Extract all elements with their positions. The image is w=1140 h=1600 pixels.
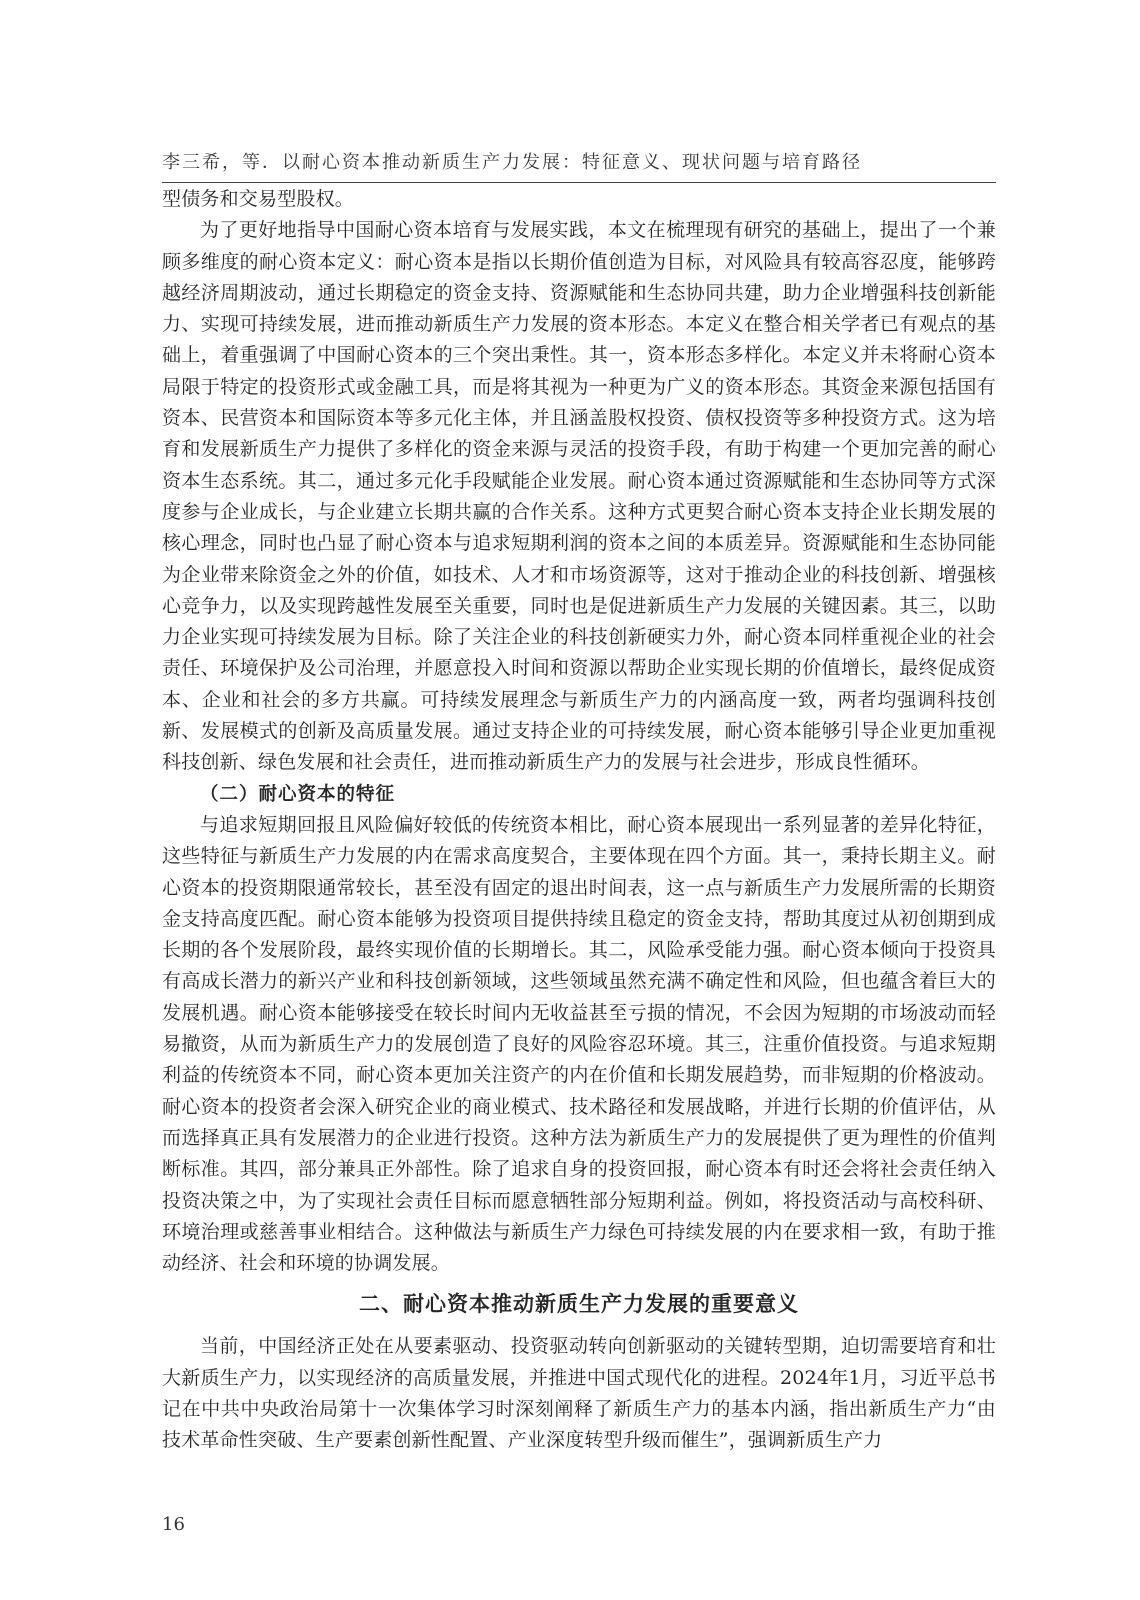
paragraph-section2: 当前，中国经济正处在从要素驱动、投资驱动转向创新驱动的关键转型期，迫切需要培育和壮大新质生产力，以实现经济的高质量发展，并推进中国式现代化的进程。2024年1月，习近平总书记在中共中央政治局第十一次集体学习时深刻阐释了新质生产力的基本内涵，指出新质生产力“由技术革命性突破、生产要素创新性配置、产业深度转型升级而催生”，强调新质生产力 (162, 1335, 996, 1452)
subheading: （二）耐心资本的特征 (200, 783, 396, 805)
paragraph-continued: 型债务和交易型股权。 (162, 188, 355, 210)
paragraph-definition: 为了更好地指导中国耐心资本培育与发展实践，本文在梳理现有研究的基础上，提出了一个兼顾多维度的耐心资本定义：耐心资本是指以长期价值创造为目标，对风险具有较高容忍度，能够跨越经济周期波动，通过长期稳定的资金支持、资源赋能和生态协同共建，助力企业增强科技创新能力、实现可持续发展，进而推动新质生产力发展的资本形态。本定义在整合相关学者已有观点的基础上，着重强调了中国耐心资本的三个突出秉性。其一，资本形态多样化。本定义并未将耐心资本局限于特定的投资形式或金融工具，而是将其视为一种更为广义的资本形态。其资金来源包括国有资本、民营资本和国际资本等多元化主体，并且涵盖股权投资、债权投资等多种投资方式。这为培育和发展新质生产力提供了多样化的资金来源与灵活的投资手段，有助于构建一个更加完善的耐心资本生态系统。其二，通过多元化手段赋能企业发展。耐心资本通过资源赋能和生态协同等方式深度参与企业成长，与企业建立长期共赢的合作关系。这种方式更契合耐心资本支持企业长期发展的核心理念，同时也凸显了耐心资本与追求短期利润的资本之间的本质差异。资源赋能和生态协同能为企业带来除资金之外的价值，如技术、人才和市场资源等，这对于推动企业的科技创新、增强核心竞争力，以及实现跨越性发展至关重要，同时也是促进新质生产力发展的关键因素。其三，以助力企业实现可持续发展为目标。除了关注企业的科技创新硬实力外，耐心资本同样重视企业的社会责任、环境保护及公司治理，并愿意投入时间和资源以帮助企业实现长期的价值增长，最终促成资本、企业和社会的多方共赢。可持续发展理念与新质生产力的内涵高度一致，两者均强调科技创新、发展模式的创新及高质量发展。通过支持企业的可持续发展，耐心资本能够引导企业更加重视科技创新、绿色发展和社会责任，进而推动新质生产力的发展与社会进步，形成良性循环。 (162, 219, 996, 774)
paragraph-features: 与追求短期回报且风险偏好较低的传统资本相比，耐心资本展现出一系列显著的差异化特征，这些特征与新质生产力发展的内在需求高度契合，主要体现在四个方面。其一，秉持长期主义。耐心资本的投资期限通常较长，甚至没有固定的退出时间表，这一点与新质生产力发展所需的长期资金支持高度匹配。耐心资本能够为投资项目提供持续且稳定的资金支持，帮助其度过从初创期到成长期的各个发展阶段，最终实现价值的长期增长。其二，风险承受能力强。耐心资本倾向于投资具有高成长潜力的新兴产业和科技创新领域，这些领域虽然充满不确定性和风险，但也蕴含着巨大的发展机遇。耐心资本能够接受在较长时间内无收益甚至亏损的情况，不会因为短期的市场波动而轻易撤资，从而为新质生产力的发展创造了良好的风险容忍环境。其三，注重价值投资。与追求短期利益的传统资本不同，耐心资本更加关注资产的内在价值和长期发展趋势，而非短期的价格波动。耐心资本的投资者会深入研究企业的商业模式、技术路径和发展战略，并进行长期的价值评估，从而选择真正具有发展潜力的企业进行投资。这种方法为新质生产力的发展提供了更为理性的价值判断标准。其四，部分兼具正外部性。除了追求自身的投资回报，耐心资本有时还会将社会责任纳入投资决策之中，为了实现社会责任目标而愿意牺牲部分短期利益。例如，将投资活动与高校科研、环境治理或慈善事业相结合。这种做法与新质生产力绿色可持续发展的内在要求相一致，有助于推动经济、社会和环境的协调发展。 (162, 813, 996, 1275)
running-head: 李三希，等．以耐心资本推动新质生产力发展：特征意义、现状问题与培育路径 (162, 152, 862, 173)
page-number: 16 (162, 1514, 185, 1535)
header-rule (162, 182, 996, 183)
section-heading: 二、耐心资本推动新质生产力发展的重要意义 (359, 1292, 799, 1317)
body-text (162, 184, 996, 1457)
